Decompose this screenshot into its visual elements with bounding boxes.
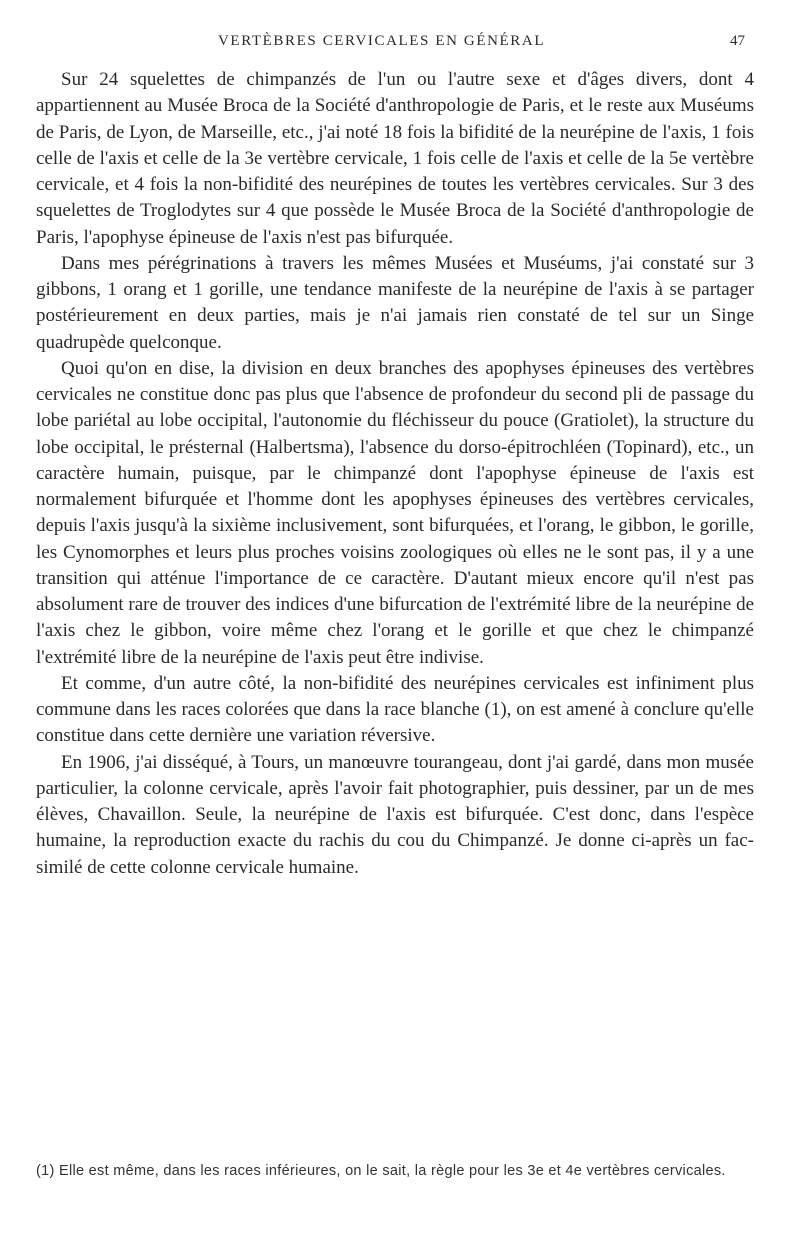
running-title: VERTÈBRES CERVICALES EN GÉNÉRAL (218, 33, 546, 49)
paragraph-reversive-variation: Et comme, d'un autre côté, la non-bifidité des neurépines cervicales est infiniment plus commune dans les races colorées que dans la race blanche (1), on est amené à conclure qu'elle constitue dans cette dernière une variation réversive. (36, 672, 754, 747)
body-text (36, 67, 754, 881)
footnote-text: Elle est même, dans les races inférieures, on le sait, la règle pour les 3e et 4e vertèbres cervicales. (58, 1163, 726, 1179)
paragraph-museum-observations: Dans mes pérégrinations à travers les mêmes Musées et Muséums, j'ai constaté sur 3 gibbons, 1 orang et 1 gorille, une tendance manifeste de la neurépine de l'axis à se partager postérieurement en deux parties, mais je n'ai jamais rien constaté de tel sur un Singe quadrupède quelconque. (36, 252, 754, 353)
running-header (0, 30, 800, 56)
paragraph-cervical-bifurcation: Quoi qu'on en dise, la division en deux branches des apophyses épineuses des vertèbres cervicales ne constitue donc pas plus que l'absence de profondeur du second pli de passage du lobe pariétal au lobe occipital, l'autonomie du fléchisseur du pouce (Gratiolet), la structure du lobe occipital, le présternal (Halbertsma), l'absence du dorso-épitrochléen (Topinard), etc., un caractère humain, puisque, par le chimpanzé dont l'apophyse épineuse de l'axis est normalement bifurquée et l'homme dont les apophyses épineuses des vertèbres cervicales, depuis l'axis jusqu'à la sixième inclusivement, sont bifurquées, et l'orang, le gibbon, le gorille, les Cynomorphes et leurs plus proches voisins zoologiques où elles ne le sont pas, il y a une transition qui atténue l'importance de ce caractère. D'autant mieux encore qu'il n'est pas absolument rare de trouver des indices d'une bifurcation de l'extrémité libre de la neurépine de l'axis chez le gibbon, voire même chez l'orang et le gorille et que chez le chimpanzé l'extrémité libre de la neurépine de l'axis peut être indivise. (36, 357, 754, 668)
footnote (36, 1161, 764, 1181)
paragraph-dissection-1906: En 1906, j'ai disséqué, à Tours, un manœuvre tourangeau, dont j'ai gardé, dans mon musée particulier, la colonne cervicale, après l'avoir fait photographier, puis dessiner, par un de mes élèves, Chavaillon. Seule, la neurépine de l'axis est bifurquée. C'est donc, dans l'espèce humaine, la reproduction exacte du rachis du cou du Chimpanzé. Je donne ci-après un fac-similé de cette colonne cervicale humaine. (36, 751, 754, 878)
footnote-marker: (1) (36, 1163, 55, 1179)
paragraph-chimpanzee-skeletons: Sur 24 squelettes de chimpanzés de l'un ou l'autre sexe et d'âges divers, dont 4 appartiennent au Musée Broca de la Société d'anthropologie de Paris, et le reste aux Muséums de Paris, de Lyon, de Marseille, etc., j'ai noté 18 fois la bifidité de la neurépine de l'axis, 1 fois celle de l'axis et celle de la 3e vertèbre cervicale, 1 fois celle de l'axis et celle de la 5e vertèbre cervicale, et 4 fois la non-bifidité des neurépines de toutes les vertèbres cervicales. Sur 3 des squelettes de Troglodytes sur 4 que possède le Musée Broca de la Société d'anthropologie de Paris, l'apophyse épineuse de l'axis n'est pas bifurquée. (36, 69, 754, 248)
page-number: 47 (730, 33, 745, 49)
